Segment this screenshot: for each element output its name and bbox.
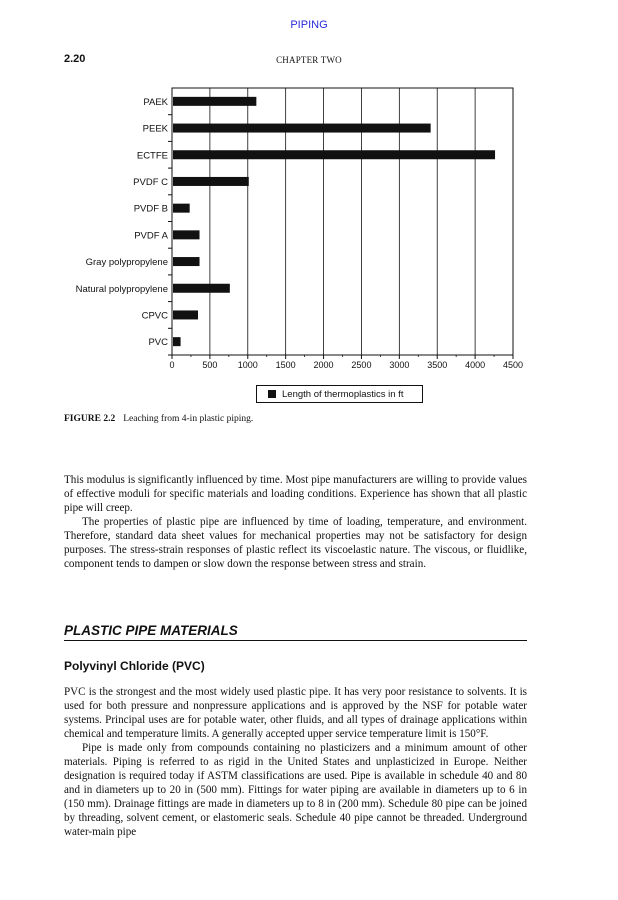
- figure-caption-text: Leaching from 4-in plastic piping.: [123, 414, 254, 424]
- x-tick-label: 3000: [389, 360, 410, 370]
- y-category-label: PVDF A: [134, 230, 168, 242]
- chapter-title: CHAPTER TWO: [276, 55, 342, 65]
- y-category-label: PAEK: [143, 96, 168, 108]
- subsection-heading: Polyvinyl Chloride (PVC): [64, 659, 205, 673]
- chart-legend: [256, 385, 423, 403]
- intro-paragraph-2: The properties of plastic pipe are influenced by time of loading, temperature, and environment. Therefore, standard data sheet values for mechanical properties may not be satisfactory for design purposes. The stress-strain responses of plastic reflect its viscoelastic nature. The viscous, or fluidlike, component tends to dampen or slow down the response between stress and strain.: [64, 516, 527, 570]
- x-tick-label: 2500: [351, 360, 372, 370]
- bar-pvdf-c: [173, 177, 249, 186]
- bar-chart: [0, 0, 618, 380]
- y-category-label: PVC: [148, 337, 168, 349]
- figure-label: FIGURE 2.2: [64, 414, 116, 424]
- bar-ectfe: [173, 150, 495, 159]
- pvc-paragraph-1: PVC is the strongest and the most widely used plastic pipe. It has very poor resistance to solvents. It is used for both pressure and nonpressure applications and is approved by the NSF for potable water systems. Principal uses are for potable water, other fluids, and all types of drainage applications within chemical and temperature limits. A generally accepted upper service temperature limit is 150°F.: [64, 686, 527, 740]
- x-tick-label: 1000: [237, 360, 258, 370]
- x-tick-label: 2000: [313, 360, 334, 370]
- x-tick-label: 4000: [465, 360, 486, 370]
- bar-paek: [173, 97, 256, 106]
- pvc-text: [64, 685, 527, 839]
- y-category-label: PEEK: [142, 123, 168, 135]
- y-category-label: Gray polypropylene: [85, 257, 168, 269]
- y-category-label: CPVC: [141, 310, 168, 322]
- bar-pvc: [173, 337, 181, 346]
- x-tick-label: 4500: [502, 360, 524, 370]
- legend-label: Length of thermoplastics in ft: [282, 388, 404, 400]
- bar-peek: [173, 124, 431, 133]
- bar-cpvc: [173, 310, 198, 319]
- bar-gray-polypropylene: [173, 257, 200, 266]
- section-heading: PLASTIC PIPE MATERIALS: [64, 623, 527, 641]
- figure-caption: [64, 414, 253, 424]
- y-category-label: PVDF B: [133, 203, 168, 215]
- page-number: 2.20: [64, 53, 86, 65]
- intro-text: [64, 473, 527, 571]
- x-tick-label: 500: [202, 360, 218, 370]
- y-category-label: ECTFE: [136, 150, 168, 162]
- running-head: PIPING: [290, 19, 328, 31]
- bar-pvdf-b: [173, 204, 190, 213]
- y-category-label: Natural polypropylene: [75, 283, 168, 295]
- x-tick-label: 3500: [427, 360, 448, 370]
- intro-paragraph-1: This modulus is significantly influenced by time. Most pipe manufacturers are willing to provide values of effective moduli for specific materials and loading conditions. Experience has shown that all plastic pipe will creep.: [64, 474, 527, 514]
- legend-swatch: [268, 390, 276, 398]
- bar-natural-polypropylene: [173, 284, 230, 293]
- x-tick-label: 1500: [275, 360, 296, 370]
- pvc-paragraph-2: Pipe is made only from compounds containing no plasticizers and a minimum amount of other materials. Piping is referred to as rigid in the United States and unplasticized in Europe. Neither designation is required today if ASTM classifications are used. Pipe is available in schedule 40 and 80 and in diameters up to 20 in (500 mm). Fittings for water piping are available in diameters up to 6 in (150 mm). Drainage fittings are made in diameters up to 8 in (200 mm). Schedule 80 pipe can be joined by threading, solvent cement, or elastomeric seals. Schedule 40 pipe cannot be threaded. Underground water-main pipe: [64, 742, 527, 838]
- x-tick-label: 0: [169, 360, 175, 370]
- bar-pvdf-a: [173, 230, 200, 239]
- y-category-label: PVDF C: [133, 176, 168, 188]
